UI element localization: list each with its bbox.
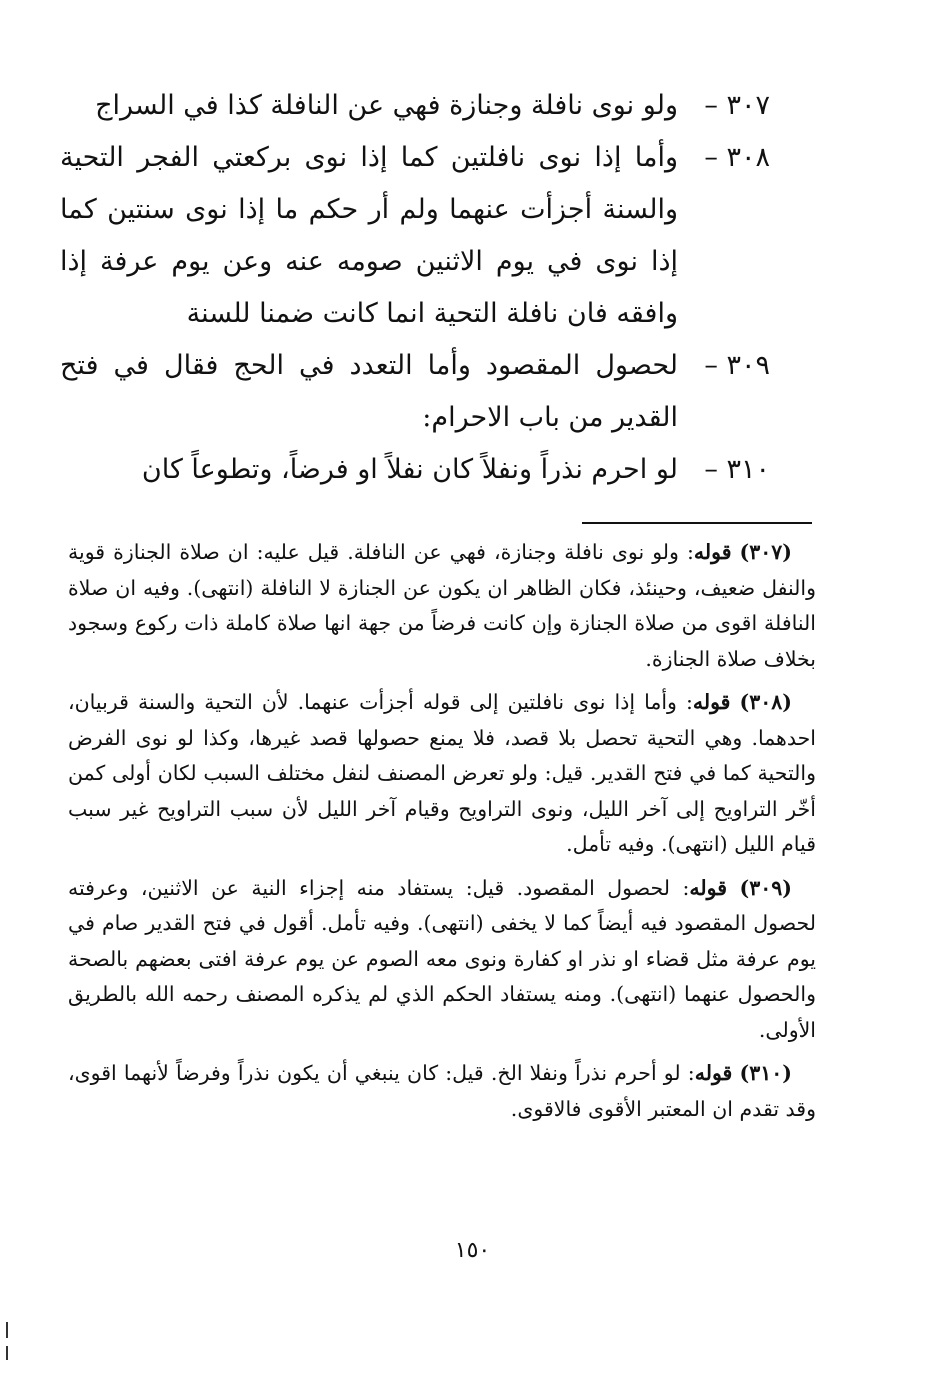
entry-number: ٣٠٩ –	[704, 350, 770, 381]
footnote-keyword: قوله	[689, 875, 728, 900]
footnote-number: (٣٠٧)	[739, 540, 792, 564]
footnote	[68, 685, 816, 863]
scan-edge-mark	[6, 1346, 8, 1360]
footnote	[68, 1056, 816, 1127]
footnote-keyword: قوله	[692, 690, 731, 714]
entry-text: ولو نوى نافلة وجنازة فهي عن النافلة كذا في السراج	[95, 90, 678, 121]
footnote-text: : لو أحرم نذراً ونفلا الخ. قيل: كان ينبغي أن يكون نذراً وفرضاً لأنهما اقوى، وقد تقدم ان المعتبر الأقوى فالاقوى.	[68, 1061, 816, 1121]
footnote-separator	[582, 522, 812, 524]
entry-number: ٣٠٨ –	[704, 142, 770, 173]
footnotes	[68, 535, 816, 1135]
footnote-text: : ولو نوى نافلة وجنازة، فهي عن النافلة. قيل عليه: ان صلاة الجنازة قوية والنفل ضعيف، وحينئذ، فكان الظاهر ان يكون عن الجنازة لا النافلة (انتهى). وفيه ان صلاة النافلة اقوى من صلاة الجنازة وإن كانت فرضاً من جهة انها صلاة كاملة ذات ركوع وسجود بخلاف صلاة الجنازة.	[68, 540, 816, 671]
footnote	[68, 535, 816, 677]
entry-text: لو احرم نذراً ونفلاً كان نفلاً او فرضاً، وتطوعاً كان	[141, 454, 678, 485]
footnote-text: : لحصول المقصود. قيل: يستفاد منه إجزاء النية عن الاثنين، وعرفته لحصول المقصود فيه أيضاً كما لا يخفى (انتهى). وفيه تأمل. أقول في فتح القدير صام في يوم عرفة مثل قضاء او نذر او كفارة ونوى معه الصوم عن يوم عرفة افتى بعضهم بالصحة والحصول عنهما (انتهى). ومنه يستفاد الحكم الذي لم يذكره المصنف رحمه الله بالطريق الأولى.	[68, 875, 816, 1042]
page-number: ١٥٠	[454, 1238, 491, 1263]
footnote-number: (٣١٠)	[739, 1061, 792, 1085]
footnote-keyword: قوله	[693, 540, 732, 564]
main-entry	[60, 132, 770, 340]
footnote-text: : وأما إذا نوى نافلتين إلى قوله أجزأت عنهما. لأن التحية والسنة قربيان، احدهما. وهي التحية تحصل بلا قصد، فلا يمنع حصولها قصد غيرها، وكذا لو نوى الفرض والتحية كما في فتح القدير. قيل: ولو تعرض المصنف لنفل مختلف السبب لكان أولى كمن أخّر التراويح إلى آخر الليل، ونوى التراويح وقيام آخر الليل لأن سبب التراويح غير سبب قيام الليل (انتهى). وفيه تأمل.	[68, 690, 816, 856]
scan-edge-mark	[6, 1322, 8, 1338]
footnote-number: (٣٠٩)	[739, 875, 792, 900]
entry-text: وأما إذا نوى نافلتين كما إذا نوى بركعتي الفجر التحية والسنة أجزأت عنهما ولم أر حكم ما إذا نوى سنتين كما إذا نوى في يوم الاثنين صومه عنه وعن يوم عرفة إذا وافقه فان نافلة التحية انما كانت ضمنا للسنة	[60, 142, 678, 329]
entry-number: ٣٠٧ –	[704, 90, 770, 121]
footnote-keyword: قوله	[694, 1061, 733, 1085]
footnote-number: (٣٠٨)	[739, 690, 792, 714]
main-text	[60, 80, 770, 496]
main-entry	[60, 340, 770, 444]
entry-text: لحصول المقصود وأما التعدد في الحج فقال في فتح القدير من باب الاحرام:	[60, 350, 678, 433]
main-entry	[60, 444, 770, 496]
main-entry	[60, 80, 770, 132]
footnote	[68, 871, 816, 1049]
entry-number: ٣١٠ –	[704, 454, 770, 485]
